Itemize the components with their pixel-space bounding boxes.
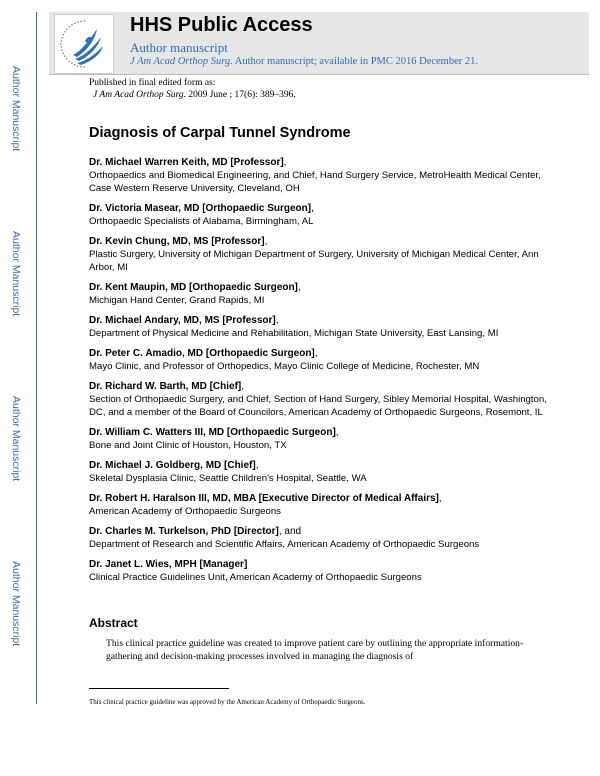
author-entry [89,525,549,551]
sidebar-rule [36,12,37,704]
author-separator: , [438,493,442,504]
header-subtitle: Author manuscript [130,40,228,55]
author-separator: , [335,427,339,438]
author-entry [89,156,549,195]
author-separator: , [314,348,318,359]
paper-title: Diagnosis of Carpal Tunnel Syndrome [89,125,351,141]
author-separator: , [311,203,314,214]
header-citation-rest: Author manuscript; available in PMC 2016 December 21. [232,56,479,67]
author-affiliation: Department of Physical Medicine and Rehabilitation, Michigan State University, East Lansing, MI [89,328,499,339]
author-affiliation: Orthopaedics and Biomedical Engineering, and Chief, Hand Surgery Service, MetroHealth Medical Center, Case Western Reserve University, Cleveland, OH [89,170,541,194]
published-label: Published in final edited form as: [89,78,216,88]
author-affiliation: Bone and Joint Clinic of Houston, Houston, TX [89,440,287,451]
author-separator: , [283,157,287,168]
author-list [89,156,549,591]
author-separator: , and [278,526,302,537]
author-entry [89,314,549,340]
author-affiliation: Clinical Practice Guidelines Unit, American Academy of Orthopaedic Surgeons [89,572,422,583]
author-entry [89,202,549,228]
published-citation [93,90,296,100]
author-entry [89,558,549,584]
author-entry [89,492,549,518]
author-affiliation: Section of Orthopaedic Surgery, and Chief, Section of Hand Surgery, Sibley Memorial Hospital, Washington, DC, and a member of the Board of Councilors, American Academy of Orthopaedic Surgeons, Rosemont, IL [89,394,547,418]
author-name: Dr. Charles M. Turkelson, PhD [Director] [89,526,279,537]
published-details: 2009 June ; 17(6): 389–396. [185,90,296,100]
author-name: Dr. Michael J. Goldberg, MD [Chief] [89,460,256,471]
author-separator: , [241,381,245,392]
author-name: Dr. William C. Watters III, MD [Orthopaedic Surgeon] [89,427,336,438]
author-affiliation: Department of Research and Scientific Affairs, American Academy of Orthopaedic Surgeons [89,539,480,550]
header-citation [130,56,478,67]
author-affiliation: Michigan Hand Center, Grand Rapids, MI [89,295,265,306]
author-name: Dr. Richard W. Barth, MD [Chief] [89,381,242,392]
author-entry [89,235,549,274]
author-name: Dr. Victoria Masear, MD [Orthopaedic Surgeon] [89,203,312,214]
author-entry [89,459,549,485]
author-affiliation: Mayo Clinic, and Professor of Orthopedics, Mayo Clinic College of Medicine, Rochester, MN [89,361,480,372]
author-name: Dr. Robert H. Haralson III, MD, MBA [Executive Director of Medical Affairs] [89,493,439,504]
author-separator: , [264,236,268,247]
footnote-rule [89,688,229,689]
author-affiliation: Skeletal Dysplasia Clinic, Seattle Children's Hospital, Seattle, WA [89,473,367,484]
author-separator: , [275,315,279,326]
header-journal: J Am Acad Orthop Surg. [130,56,233,67]
abstract-heading: Abstract [89,616,138,630]
hhs-logo [54,14,114,74]
author-affiliation: American Academy of Orthopaedic Surgeons [89,506,281,517]
footnote: This clinical practice guideline was approved by the American Academy of Orthopaedic Surgeons. [89,698,366,706]
author-entry [89,380,549,419]
author-separator: , [255,460,259,471]
author-name: Dr. Kevin Chung, MD, MS [Professor] [89,236,265,247]
author-affiliation: Plastic Surgery, University of Michigan Department of Surgery, University of Michigan Medical Center, Ann Arbor, MI [89,249,539,273]
published-journal: J Am Acad Orthop Surg. [93,90,186,100]
hhs-eagle-logo-icon [55,15,113,73]
author-affiliation: Orthopaedic Specialists of Alabama, Birmingham, AL [89,216,314,227]
author-entry [89,347,549,373]
author-entry [89,426,549,452]
author-name: Dr. Michael Warren Keith, MD [Professor] [89,157,284,168]
abstract-text: This clinical practice guideline was created to improve patient care by outlining the appropriate information-gathering and decision-making processes involved in managing the diagnosis of [106,638,524,662]
author-name: Dr. Peter C. Amadio, MD [Orthopaedic Surgeon] [89,348,315,359]
author-name: Dr. Michael Andary, MD, MS [Professor] [89,315,276,326]
author-entry [89,281,549,307]
author-name: Dr. Janet L. Wies, MPH [Manager] [89,559,248,570]
author-name: Dr. Kent Maupin, MD [Orthopaedic Surgeon] [89,282,298,293]
author-separator: , [297,282,301,293]
header-title: HHS Public Access [130,14,313,36]
